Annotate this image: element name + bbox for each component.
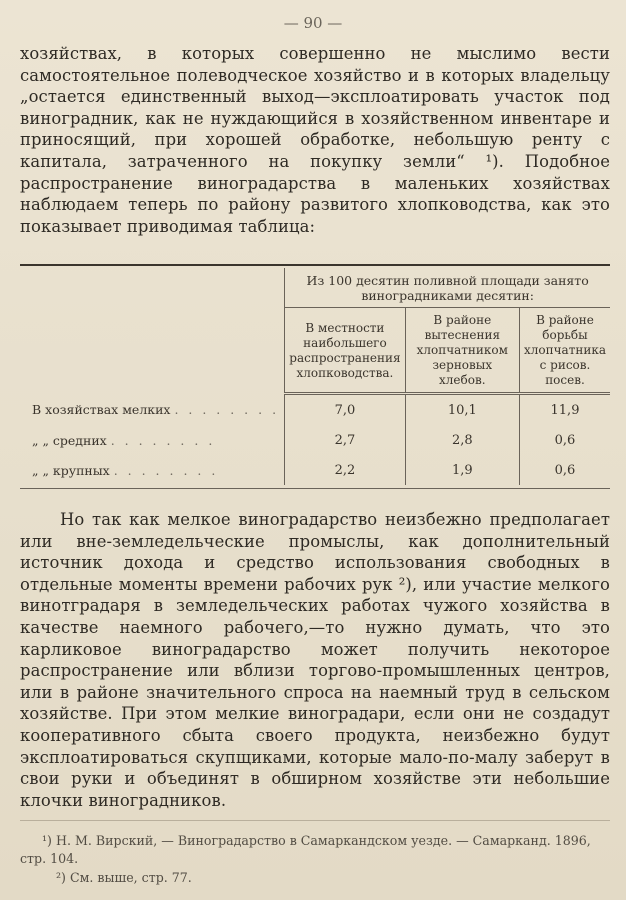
footnote-1: ¹) Н. М. Вирский, — Виноградарство в Самаркандском уезде. — Самарканд. 1896, стр. 104.	[20, 833, 591, 866]
column-header: В районе вытеснения хлопчатником зерновых хлебов.	[405, 308, 519, 394]
table-cell: 2,7	[285, 425, 405, 455]
column-header: В местности наибольшего распространения хлопководства.	[285, 308, 405, 394]
vineyard-table	[20, 268, 610, 485]
paragraph-intro: хозяйствах, в которых совершенно не мыслимо вести самостоятельное полеводческое хозяйство и в которых владельцу „остается единственный выход—эксплоатировать участок под виноградник, как не нуждающийся в хозяйственном инвентаре и приносящий, при хорошей обработке, небольшую ренту с капитала, затраченного на покупку земли“ ¹). Подобное распространение виноградарства в маленьких хозяйствах наблюдаем теперь по району развитого хлопководства, как это показывает приводимая таблица:	[20, 44, 610, 236]
leader-dots: . . . . . . . .	[113, 462, 219, 478]
table-cell: 1,9	[405, 455, 519, 485]
table-group-header: Из 100 десятин поливной площади занято виноградниками десятин:	[285, 268, 610, 308]
row-label-text: „ „ средних	[32, 432, 107, 448]
table-cell: 0,6	[520, 455, 611, 485]
table-top-rule	[20, 264, 610, 266]
footnote-2: ²) См. выше, стр. 77.	[56, 870, 192, 885]
column-header: В районе борьбы хлопчатника с рисов. посев.	[520, 308, 611, 394]
footnote-rule	[20, 820, 610, 821]
table-cell: 0,6	[520, 425, 611, 455]
table-cell: 2,8	[405, 425, 519, 455]
page-number: — 90 —	[283, 14, 343, 32]
table-cell: 7,0	[285, 394, 405, 426]
table-cell: 2,2	[285, 455, 405, 485]
table-cell: 11,9	[520, 394, 611, 426]
table-cell: 10,1	[405, 394, 519, 426]
table-row	[20, 425, 610, 455]
table-row	[20, 394, 610, 426]
table-corner	[20, 268, 285, 394]
leader-dots: . . . . . . . .	[174, 401, 280, 417]
row-label	[20, 394, 285, 426]
table-bottom-rule	[20, 488, 610, 489]
row-label-text: В хозяйствах мелких	[32, 401, 171, 417]
row-label	[20, 455, 285, 485]
row-label	[20, 425, 285, 455]
table-row	[20, 455, 610, 485]
paragraph-main: Но так как мелкое виноградарство неизбежно предполагает или вне-земледельческие промыслы, как дополнительный источник дохода и средство использования свободных в отдельные моменты времени рабочих рук ²), или участие мелкого винотградаря в земледельческих работах чужого хозяйства в качестве наемного рабочего,—то нужно думать, что это карликовое виноградарство может получить некоторое распространение или вблизи торгово-промышленных центров, или в районе значительного спроса на наемный труд в сельском хозяйстве. При этом мелкие виноградари, если они не создадут кооперативного сбыта своего продукта, неизбежно будут эксплоатироваться скупщиками, которые мало-по-малу заберут в свои руки и объединят в обширном хозяйстве эти небольшие клочки виноградников.	[20, 510, 610, 810]
row-label-text: „ „ крупных	[32, 462, 110, 478]
leader-dots: . . . . . . . .	[110, 432, 216, 448]
